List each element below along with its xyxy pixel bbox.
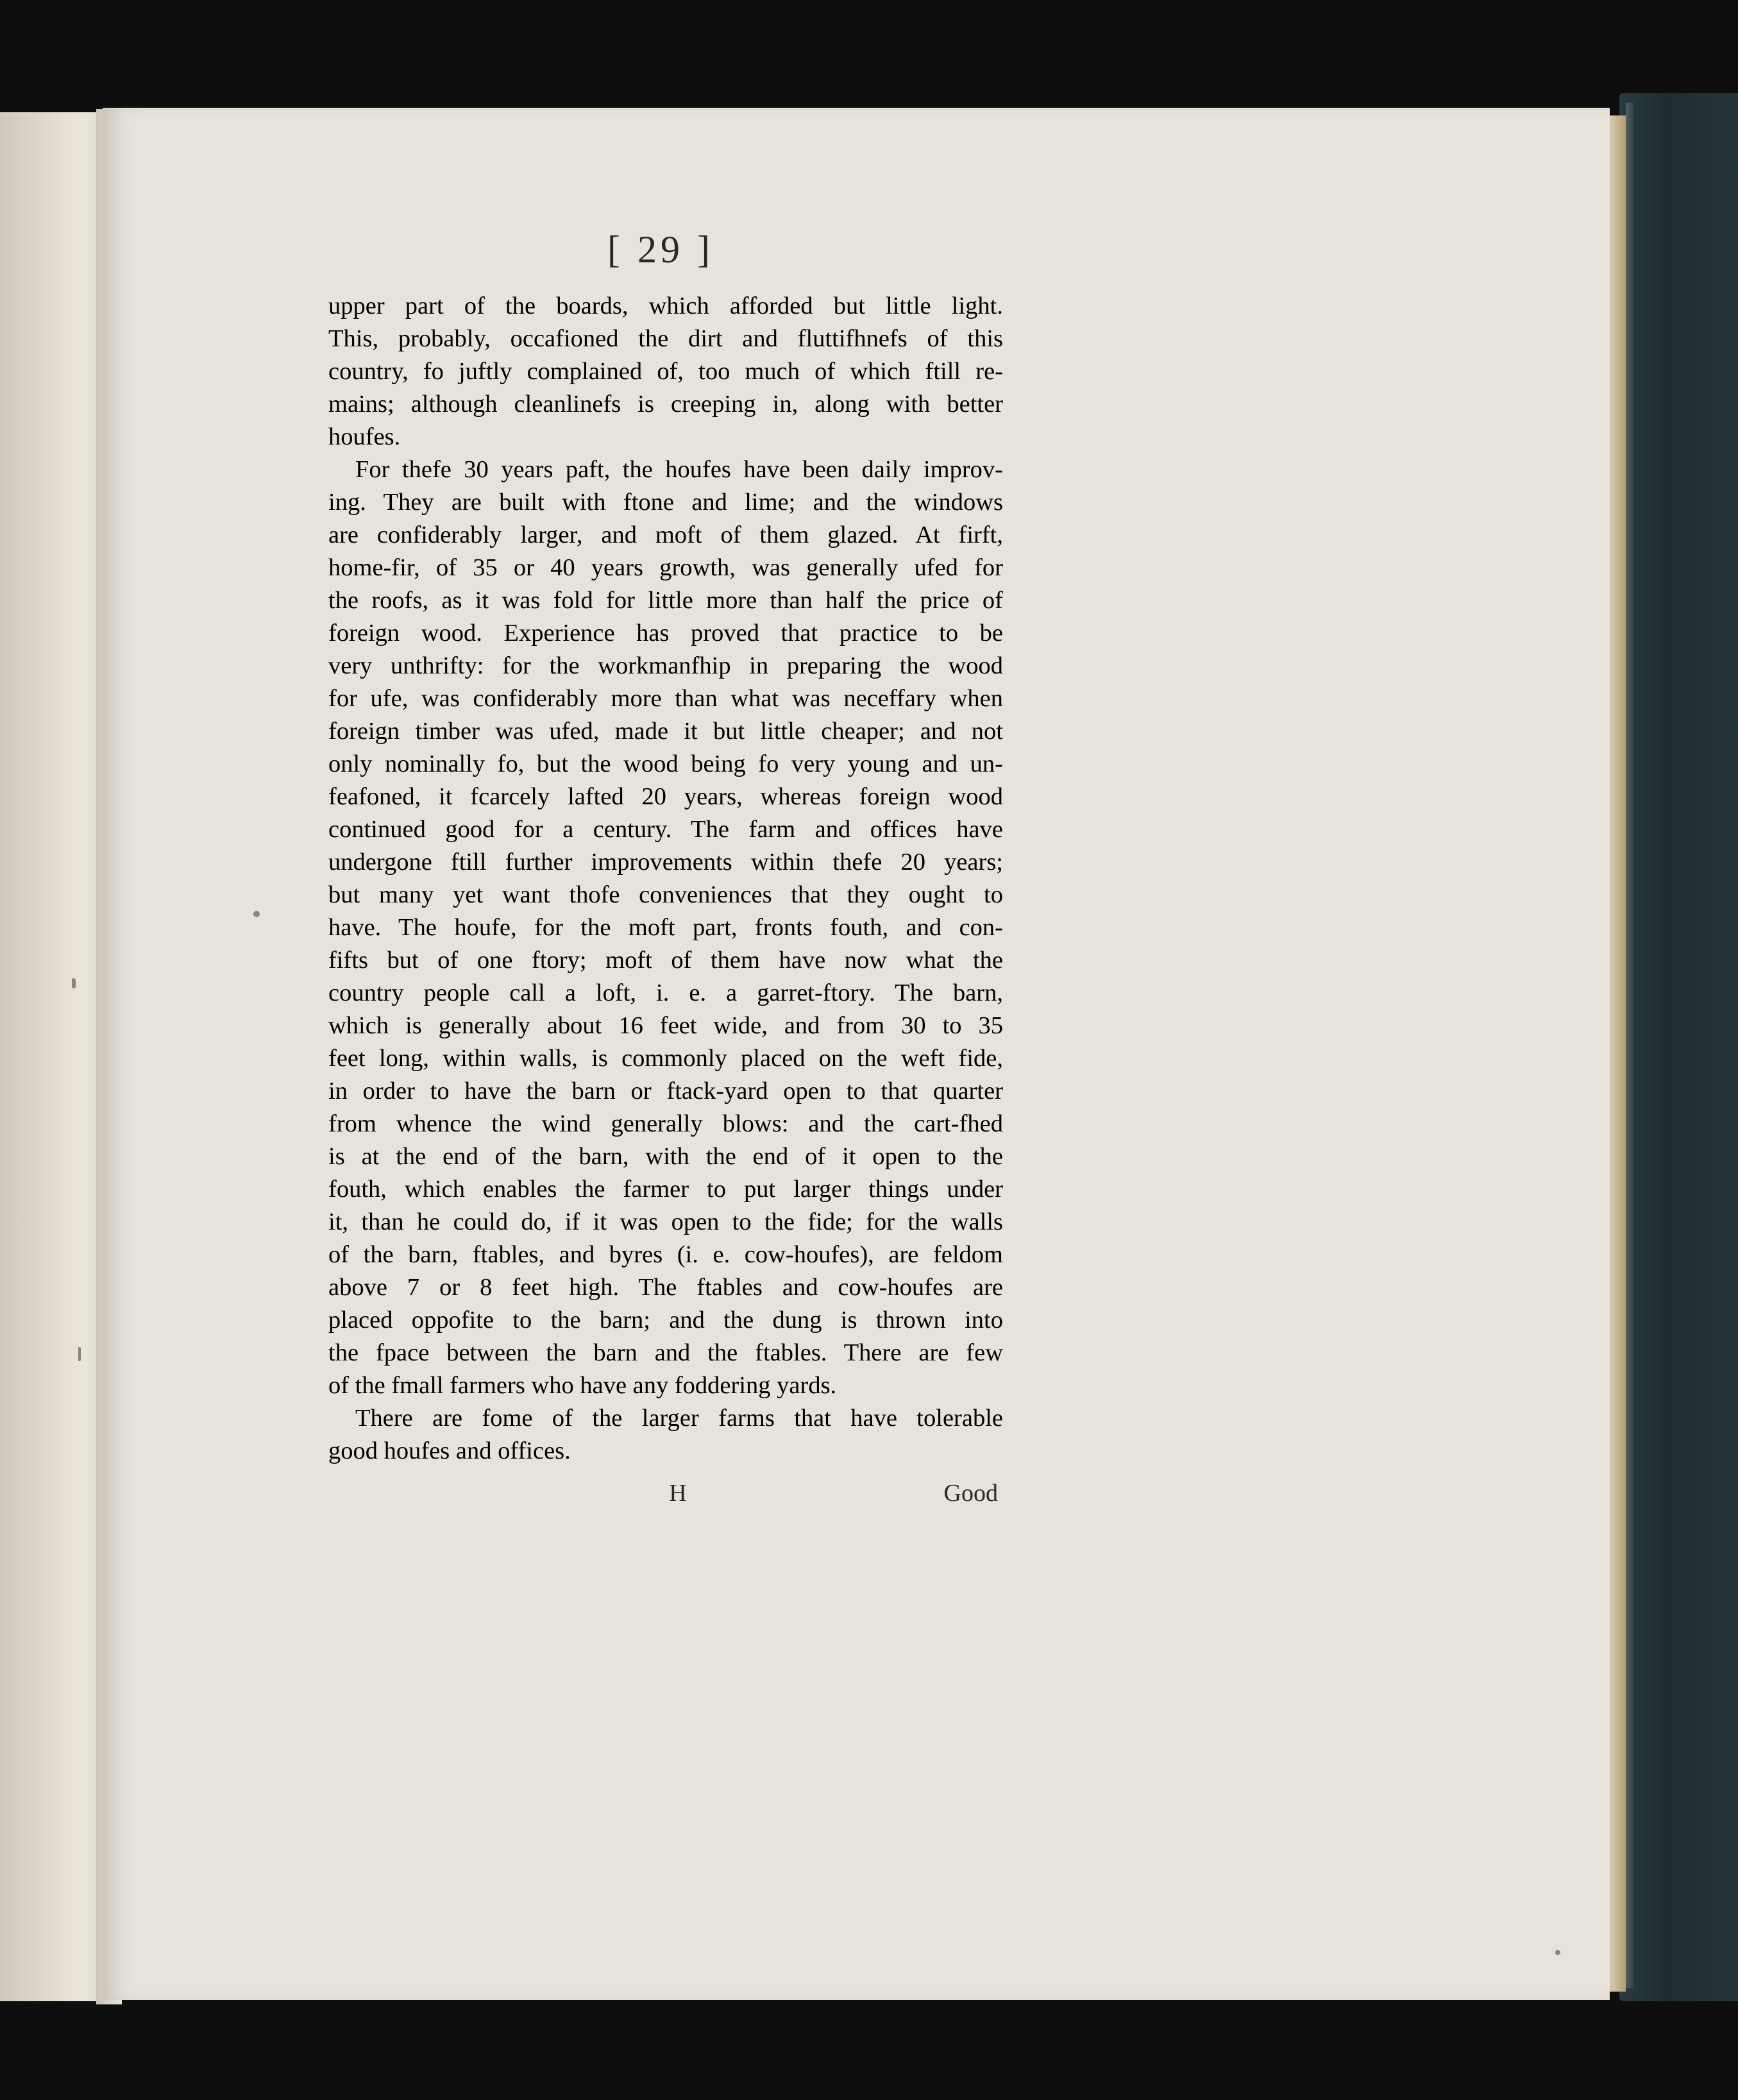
text-line: for ufe, was confiderably more than what was neceffary when [328,685,1003,712]
text-line: from whence the wind generally blows: and the cart-fhed [328,1110,1003,1137]
book-cover-board [1619,93,1738,2001]
text-line: feet long, within walls, is commonly placed on the weft fide, [328,1045,1003,1072]
text-line: country people call a loft, i. e. a garret-ftory. The barn, [328,979,1003,1006]
text-line: very unthrifty: for the workmanfhip in preparing the wood [328,652,1003,679]
catchword: Good [943,1480,998,1507]
text-line: foreign timber was ufed, made it but little cheaper; and not [328,718,1003,745]
text-line: mains; although cleanlinefs is creeping in, along with better [328,391,1003,418]
text-line: which is generally about 16 feet wide, and from 30 to 35 [328,1012,1003,1039]
text-line: undergone ftill further improvements within thefe 20 years; [328,849,1003,876]
paper-speck [72,978,76,988]
text-line: above 7 or 8 feet high. The ftables and cow-houfes are [328,1274,1003,1301]
text-line: but many yet want thofe conveniences that they ought to [328,881,1003,908]
text-line: only nominally fo, but the wood being fo very young and un- [328,750,1003,777]
text-line: fifts but of one ftory; moft of them have now what the [328,947,1003,974]
text-line: ing. They are built with ftone and lime; and the windows [328,489,1003,516]
text-line: houfes. [328,423,401,450]
text-line: feafoned, it fcarcely lafted 20 years, whereas foreign wood [328,783,1003,810]
text-line: are confiderably larger, and moft of them glazed. At firft, [328,521,1003,548]
text-line: This, probably, occafioned the dirt and fluttifhnefs of this [328,325,1003,352]
text-line: is at the end of the barn, with the end of it open to the [328,1143,1003,1170]
text-line: foreign wood. Experience has proved that practice to be [328,620,1003,647]
page-footer [328,1479,1003,1515]
text-line: There are fome of the larger farms that have tolerable [355,1405,1003,1432]
text-line: have. The houfe, for the moft part, fronts fouth, and con- [328,914,1003,941]
paper-speck [253,911,260,917]
text-line: of the barn, ftables, and byres (i. e. cow-houfes), are feldom [328,1241,1003,1268]
text-line: of the fmall farmers who have any foddering yards. [328,1372,837,1399]
text-line: in order to have the barn or ftack-yard open to that quarter [328,1078,1003,1105]
text-line: home-fir, of 35 or 40 years growth, was generally ufed for [328,554,1003,581]
text-line: it, than he could do, if it was open to the fide; for the walls [328,1208,1003,1235]
signature-mark: H [669,1480,687,1507]
text-line: the roofs, as it was fold for little more than half the price of [328,587,1003,614]
text-line: continued good for a century. The farm and offices have [328,816,1003,843]
paper-speck [78,1347,81,1361]
left-page-edge [0,112,106,2001]
text-line: country, fo juftly complained of, too much of which ftill re- [328,358,1003,385]
text-line: placed oppofite to the barn; and the dung is thrown into [328,1307,1003,1334]
text-line: For thefe 30 years paft, the houfes have been daily improv- [355,456,1003,483]
text-line: fouth, which enables the farmer to put larger things under [328,1176,1003,1203]
paper-speck [1555,1950,1560,1955]
text-line: good houfes and offices. [328,1437,571,1464]
page-number: [ 29 ] [607,228,714,271]
text-line: upper part of the boards, which afforded but little light. [328,292,1003,319]
cover-edge-highlight [1626,103,1633,1988]
text-line: the fpace between the barn and the ftables. There are few [328,1339,1003,1366]
body-text [328,290,1003,1468]
